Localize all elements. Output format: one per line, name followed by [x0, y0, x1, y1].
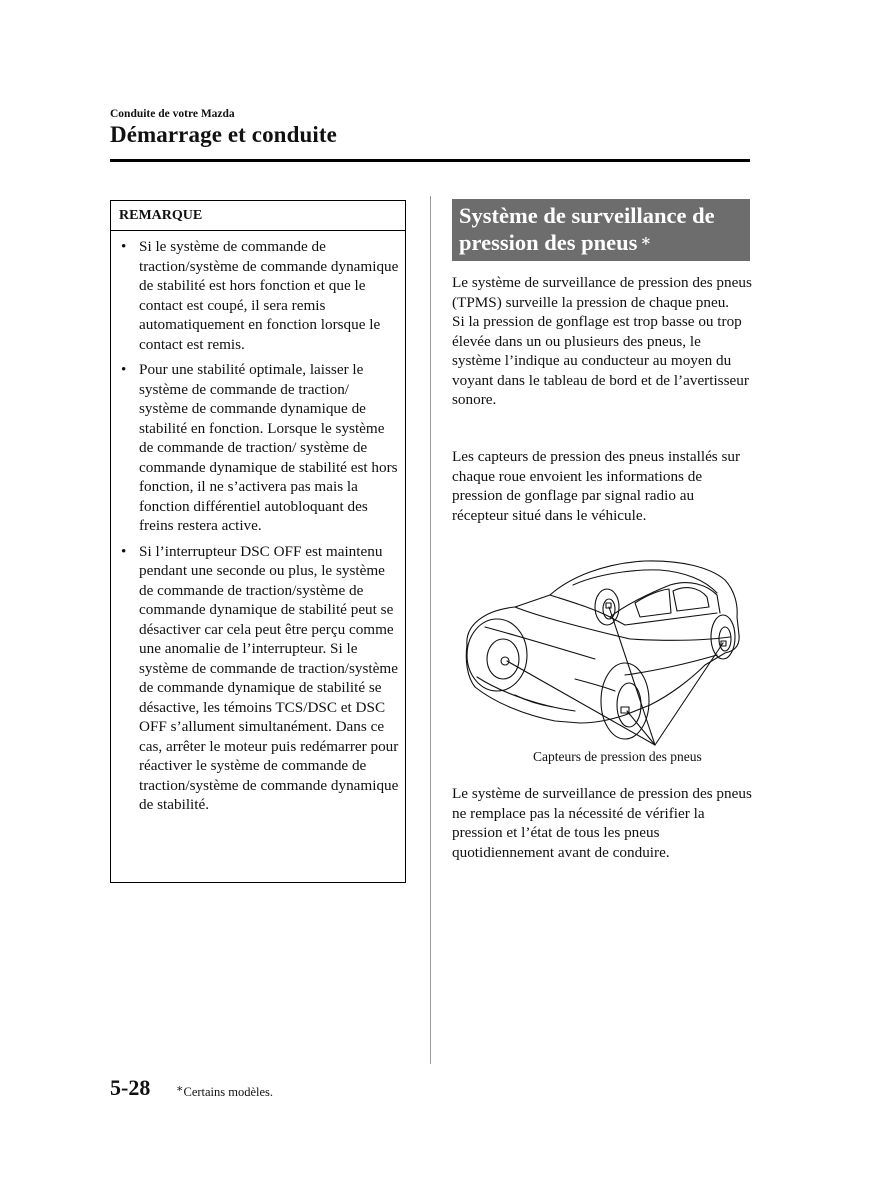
- section-label: Conduite de votre Mazda: [110, 108, 235, 120]
- section-heading-line2: pression des pneus: [459, 230, 638, 255]
- car-tire-sensor-illustration: [455, 555, 755, 765]
- column-divider: [430, 196, 431, 1064]
- page-number: 5-28: [110, 1075, 151, 1100]
- title-rule: [110, 159, 750, 162]
- list-item: [121, 360, 399, 536]
- note-box: [110, 200, 406, 883]
- model-star-icon: ∗: [640, 233, 652, 250]
- bullet-icon: •: [121, 542, 127, 560]
- figure-caption: Capteurs de pression des pneus: [533, 749, 702, 764]
- bullet-icon: •: [121, 361, 127, 378]
- page-title: Démarrage et conduite: [110, 122, 337, 147]
- note-item-text: Si le système de commande de traction/système de commande dynamique de stabilité est hors fonction et que le contact est coupé, il sera remis automatiquement en fonction lorsque le contact est remis.: [139, 238, 399, 353]
- section-heading: [452, 199, 750, 261]
- note-list: [111, 231, 405, 815]
- list-item: [121, 237, 399, 354]
- list-item: [121, 542, 399, 815]
- closing-paragraph: Le système de surveillance de pression des pneus ne remplace pas la nécessité de vérifier la pression et l’état de tous les pneus quotidiennement avant de conduire.: [452, 785, 752, 861]
- footnote: [176, 1082, 273, 1100]
- section-heading-line1: Système de surveillance de: [459, 203, 715, 228]
- warning-text: Si la pression de gonflage est trop basse ou trop élevée dans un ou plusieurs des pneus, le système l’indique au conducteur au moyen du voyant dans le tableau de bord et de l’avertisseur sonore.: [452, 313, 749, 408]
- footnote-text: Certains modèles.: [183, 1085, 274, 1099]
- note-heading: REMARQUE: [111, 201, 405, 231]
- note-item-text: Pour une stabilité optimale, laisser le système de commande de traction/ système de commande dynamique de stabilité en fonction. Lorsque le système de commande de traction/ système de commande dynamique de stabilité est hors fonction, il ne s’activera pas mais la fonction différentiel autobloquant des freins restera active.: [139, 361, 398, 534]
- intro-paragraph: [452, 273, 752, 410]
- intro-text: Le système de surveillance de pression des pneus (TPMS) surveille la pression de chaque pneu.: [452, 274, 752, 311]
- note-item-text: Si l’interrupteur DSC OFF est maintenu pendant une seconde ou plus, le système de commande de traction/système de commande dynamique de stabilité peut se désactiver car cela peut être perçu comme une anomalie de l’interrupteur. Si le système de commande de traction/système de commande dynamique de stabilité se désactive, les témoins TCS/DSC et DSC OFF s’allument simultanément. Dans ce cas, arrêter le moteur puis redémarrer pour réactiver le système de commande de traction/système de commande dynamique de stabilité.: [139, 542, 399, 813]
- bullet-icon: •: [121, 238, 127, 255]
- sensor-paragraph: Les capteurs de pression des pneus installés sur chaque roue envoient les informations de pression de gonflage par signal radio au récepteur situé dans le véhicule.: [452, 448, 741, 524]
- footnote-star-icon: ∗: [176, 1083, 184, 1095]
